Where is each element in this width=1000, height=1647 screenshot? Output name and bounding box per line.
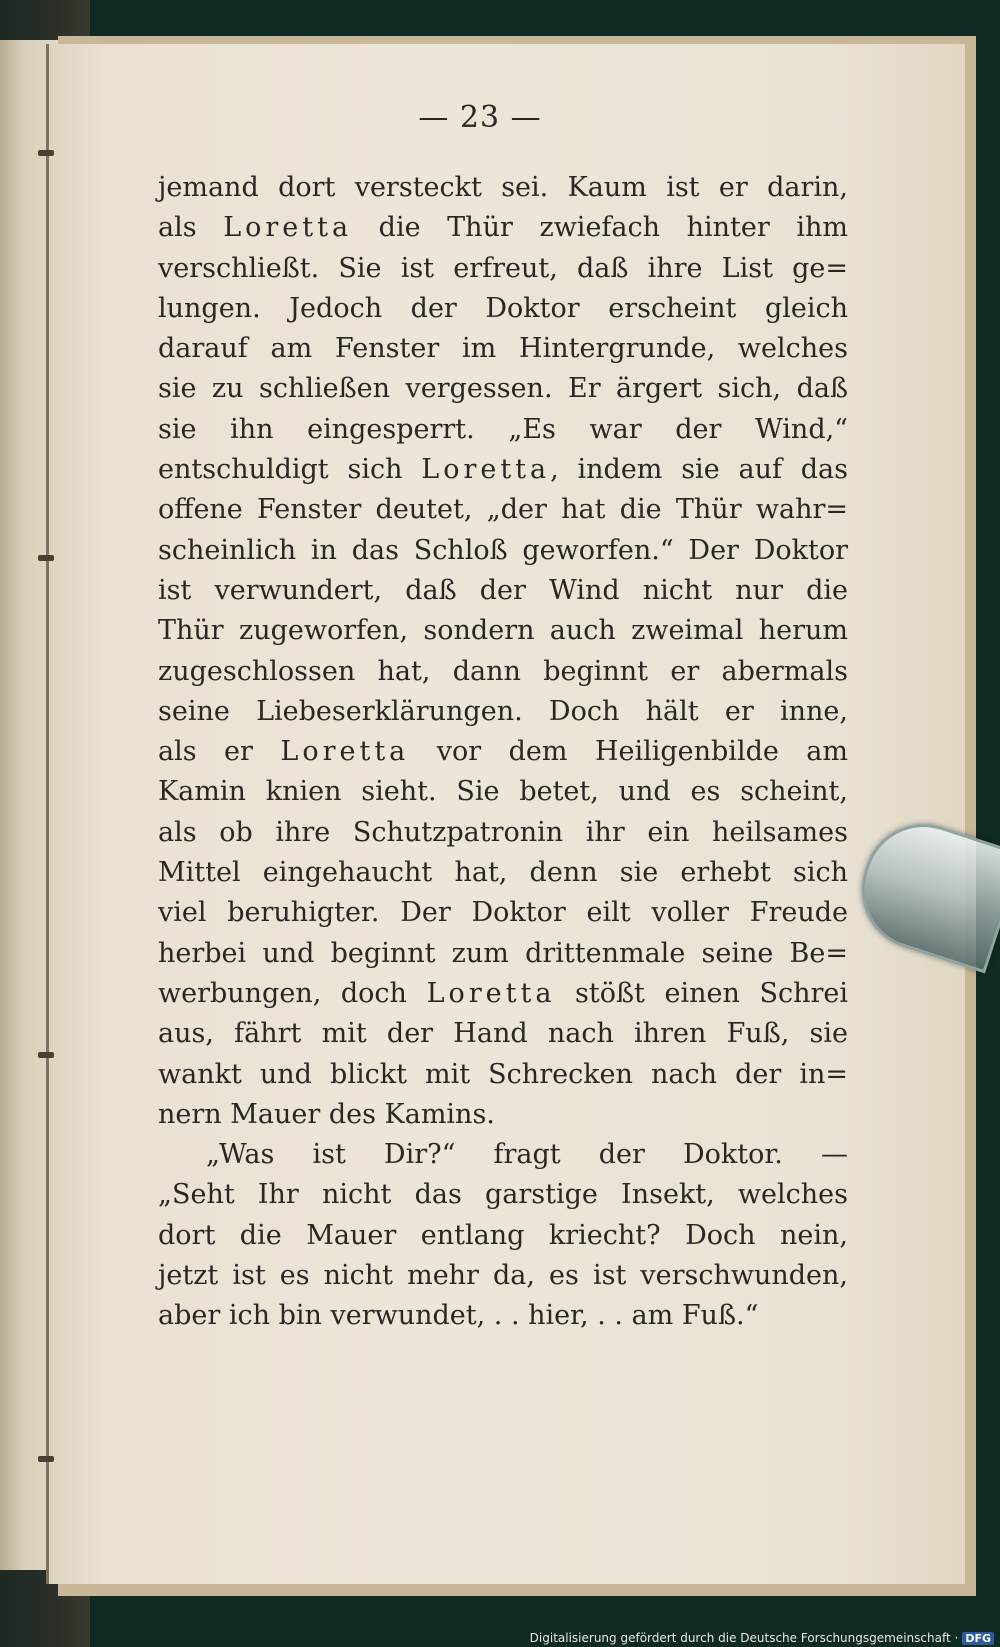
text-segment: die Thür zwiefach hinter ihm: [352, 212, 848, 244]
binding-stitch: [38, 1052, 54, 1058]
text-line: verschließt. Sie ist erfreut, daß ihre List ge=: [158, 252, 848, 284]
text-line: herbei und beginnt zum drittenmale seine Be=: [158, 937, 848, 969]
text-line: lungen. Jedoch der Doktor erscheint gleich: [158, 292, 848, 324]
emphasized-name: Loretta: [223, 212, 353, 244]
text-line: [158, 974, 848, 1014]
text-line: Thür zugeworfen, sondern auch zweimal herum: [158, 615, 848, 647]
binding-stitch: [38, 555, 54, 561]
text-line: scheinlich in das Schloß geworfen.“ Der Doktor: [158, 534, 848, 566]
text-line: ist verwundert, daß der Wind nicht nur die: [158, 574, 848, 606]
text-line: offene Fenster deutet, „der hat die Thür wahr=: [158, 494, 848, 526]
text-segment: , indem sie auf das: [550, 454, 848, 486]
page-number: — 23 —: [418, 100, 542, 135]
text-line: zugeschlossen hat, dann beginnt er abermals: [158, 655, 848, 687]
binding-stitch: [38, 150, 54, 156]
text-segment: werbungen, doch: [158, 977, 427, 1009]
text-line: Mittel eingehaucht hat, denn sie erhebt sich: [158, 857, 848, 889]
text-line: seine Liebeserklärungen. Doch hält er inne,: [158, 695, 848, 727]
text-line: [158, 732, 848, 772]
text-line: aber ich bin verwundet, . . hier, . . am Fuß.“: [158, 1300, 759, 1332]
text-line: aus, fährt mit der Hand nach ihren Fuß, sie: [158, 1018, 848, 1050]
text-line: darauf am Fenster im Hintergrunde, welches: [158, 333, 848, 365]
text-line: wankt und blickt mit Schrecken nach der in=: [158, 1058, 848, 1090]
text-segment: stößt einen Schrei: [555, 977, 848, 1009]
emphasized-name: Loretta: [426, 977, 556, 1009]
text-line: sie ihn eingesperrt. „Es war der Wind,“: [158, 413, 848, 445]
credit-text: Digitalisierung gefördert durch die Deutsche Forschungsgemeinschaft ·: [529, 1631, 959, 1645]
binding-stitch: [38, 1456, 54, 1462]
emphasized-name: Loretta: [280, 736, 410, 768]
text-line: jetzt ist es nicht mehr da, es ist verschwunden,: [158, 1260, 848, 1292]
text-segment: als er: [158, 736, 281, 768]
digitization-credit: [530, 1631, 994, 1645]
text-line: [158, 208, 848, 248]
text-line: als ob ihre Schutzpatronin ihr ein heilsames: [158, 816, 848, 848]
page-text: [158, 168, 848, 1337]
emphasized-name: Loretta: [421, 454, 551, 486]
text-line: jemand dort versteckt sei. Kaum ist er darin,: [158, 172, 848, 203]
text-line: nern Mauer des Kamins.: [158, 1098, 495, 1130]
dfg-logo: DFG: [962, 1632, 994, 1645]
text-segment: entschuldigt sich: [158, 454, 422, 486]
text-segment: als: [158, 212, 224, 244]
text-line: Kamin knien sieht. Sie betet, und es scheint,: [158, 776, 848, 808]
text-line: sie zu schließen vergessen. Er ärgert sich, daß: [158, 373, 848, 405]
text-line: dort die Mauer entlang kriecht? Doch nein,: [158, 1219, 848, 1251]
text-line: „Was ist Dir?“ fragt der Doktor. —: [206, 1139, 848, 1171]
text-line: viel beruhigter. Der Doktor eilt voller Freude: [158, 897, 848, 929]
text-line: [158, 450, 848, 490]
text-segment: vor dem Heiligenbilde am: [409, 736, 848, 768]
text-line: „Seht Ihr nicht das garstige Insekt, welches: [158, 1179, 848, 1211]
